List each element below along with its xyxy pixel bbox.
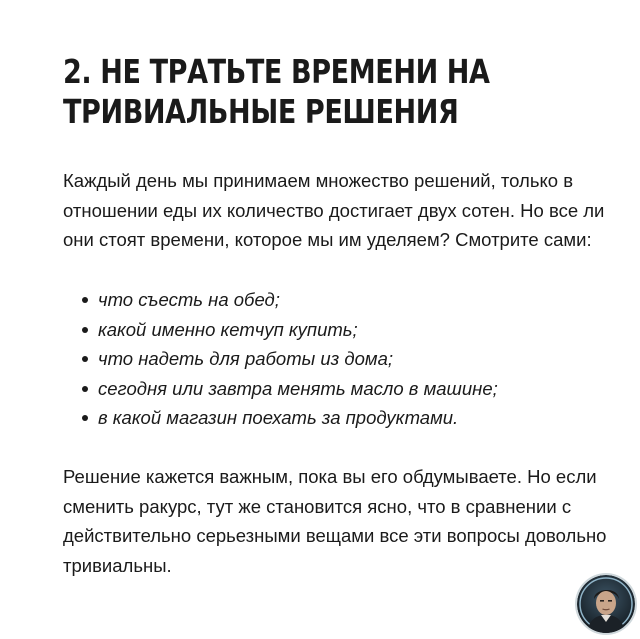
list-item bbox=[80, 374, 498, 404]
list-item-text: что надеть для работы из дома; bbox=[98, 348, 394, 370]
title-line-2: ТРИВИАЛЬНЫЕ РЕШЕНИЯ bbox=[63, 92, 459, 131]
list-item bbox=[80, 315, 498, 345]
bullet-dot-icon bbox=[82, 386, 88, 392]
list-item bbox=[80, 285, 498, 315]
list-item bbox=[80, 344, 498, 374]
page-title bbox=[63, 52, 604, 132]
author-portrait-icon bbox=[577, 575, 635, 633]
title-line-1: 2. НЕ ТРАТЬТЕ ВРЕМЕНИ НА bbox=[63, 52, 490, 91]
bullet-dot-icon bbox=[82, 327, 88, 333]
avatar bbox=[577, 575, 635, 633]
list-item-text: какой именно кетчуп купить; bbox=[98, 318, 358, 340]
conclusion-paragraph: Решение кажется важным, пока вы его обдумываете. Но если сменить ракурс, тут же становится ясно, что в сравнении с действительно серьезными вещами все эти вопросы довольно тривиальны. bbox=[63, 466, 607, 576]
decision-list bbox=[80, 285, 498, 433]
bullet-dot-icon bbox=[82, 415, 88, 421]
list-item-text: что съесть на обед; bbox=[98, 289, 280, 310]
bullet-dot-icon bbox=[82, 297, 88, 303]
bullet-dot-icon bbox=[82, 356, 88, 362]
list-item-text: сегодня или завтра менять масло в машине; bbox=[98, 377, 498, 399]
intro-paragraph: Каждый день мы принимаем множество решений, только в отношении еды их количество достигает двух сотен. Но все ли они стоят времени, которое мы им уделяем? Смотрите сами: bbox=[63, 170, 605, 251]
list-item bbox=[80, 403, 498, 433]
list-item-text: в какой магазин поехать за продуктами. bbox=[98, 407, 459, 429]
